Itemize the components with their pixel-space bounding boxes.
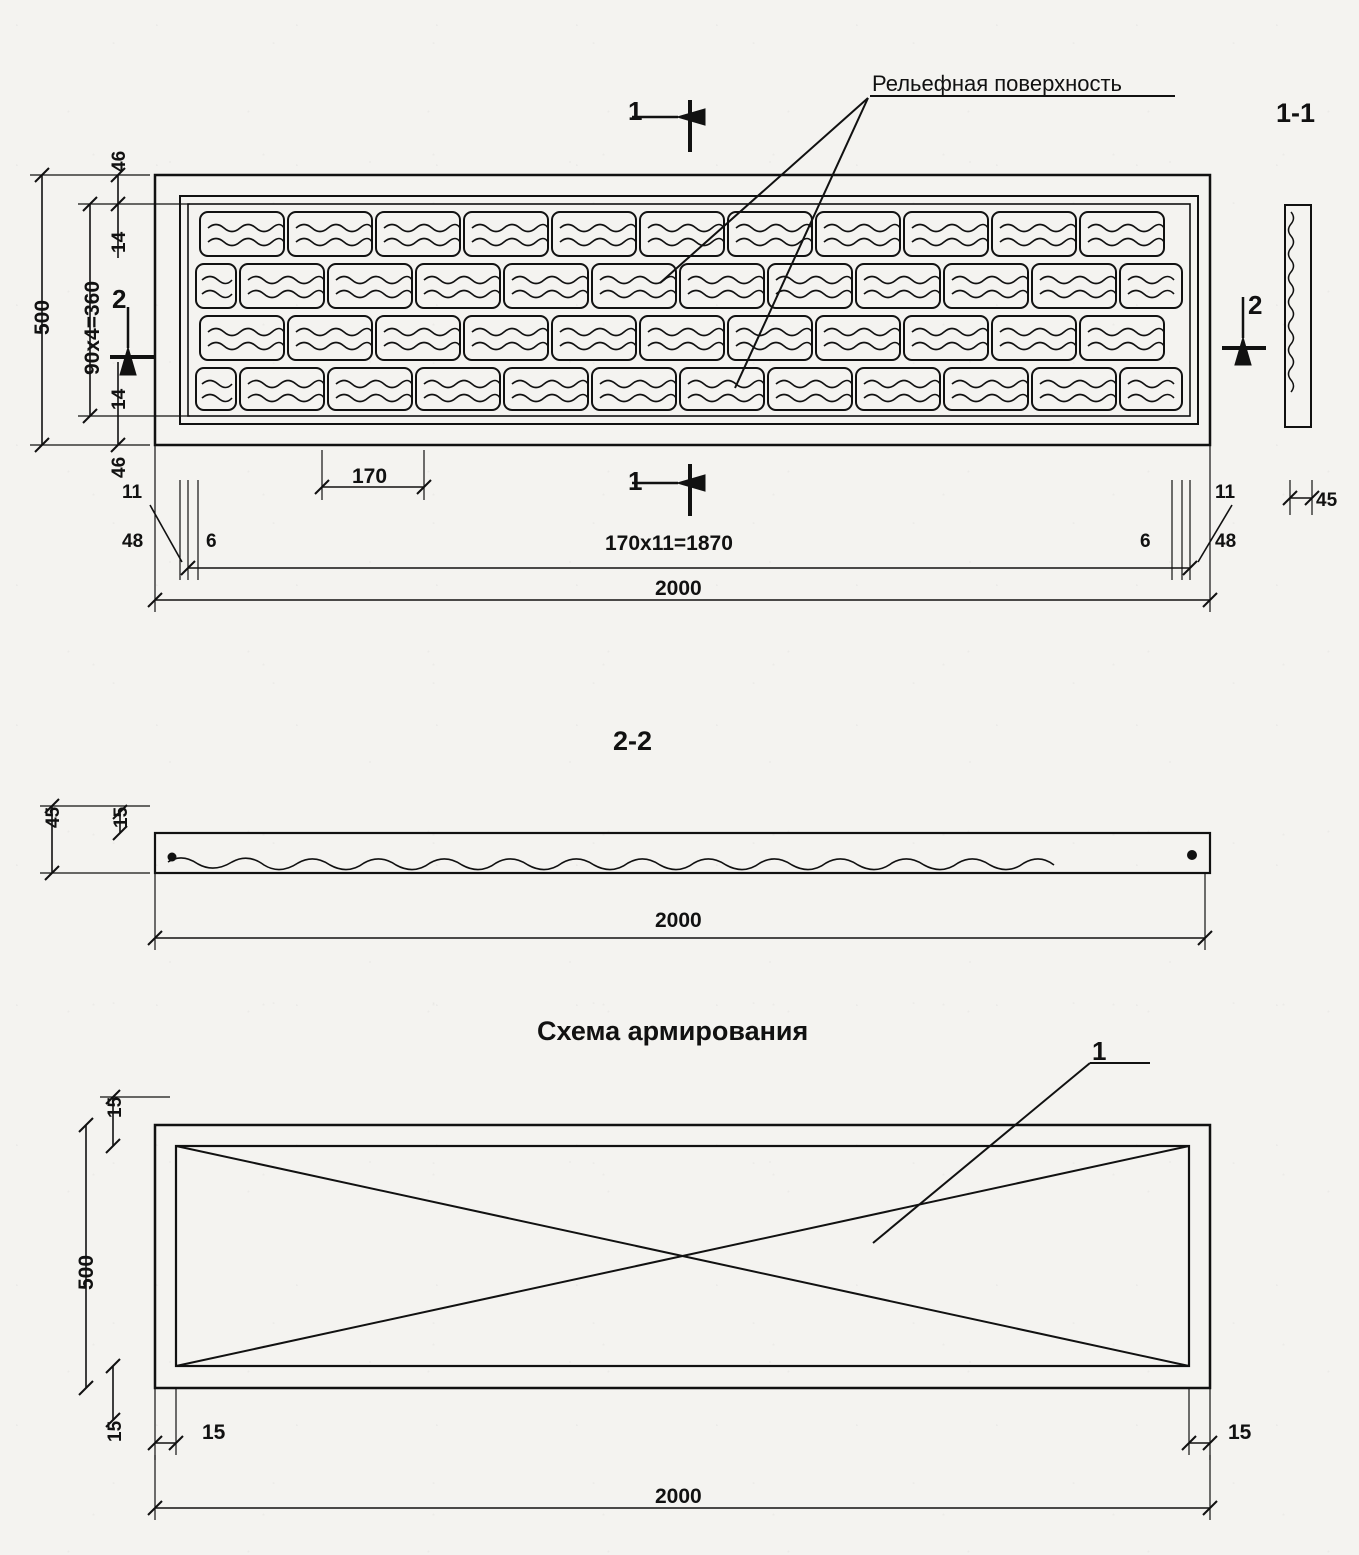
section-title-1-1: 1-1 [1276,98,1316,128]
dim-section-length-2000: 2000 [655,909,702,932]
dim-scheme-top-15: 15 [105,1096,126,1118]
section-mark-1-bottom: 1 [628,466,643,496]
dim-right-11: 11 [1215,482,1236,503]
dim-plan-edge-top-46: 46 [109,150,130,172]
dim-plan-height-500: 500 [31,299,54,335]
dim-module-chain: 170x11=1870 [605,532,733,555]
rebar-position-mark-1: 1 [1092,1036,1107,1066]
dim-scheme-bottom-15: 15 [105,1420,126,1442]
dim-scheme-height-500: 500 [75,1254,98,1290]
scheme-title: Схема армирования [537,1016,809,1046]
dim-scheme-length-2000: 2000 [655,1485,702,1508]
dim-plan-edge-bottom-46: 46 [109,456,130,478]
dim-scheme-left-15: 15 [202,1421,226,1444]
section-mark-1-top: 1 [628,96,643,126]
dim-left-11: 11 [122,482,143,503]
dim-scheme-right-15: 15 [1228,1421,1252,1444]
dim-section-thickness-45: 45 [43,806,64,828]
dim-plan-rows-chain: 90x4=360 [81,280,104,375]
dim-left-48: 48 [122,531,144,552]
section-mark-2-right: 2 [1248,290,1263,320]
section-title-2-2: 2-2 [613,726,653,756]
dim-plan-gap-bottom-14: 14 [109,388,130,410]
dim-section-layer-15: 15 [111,806,132,828]
dim-left-6: 6 [206,531,217,552]
dim-right-6: 6 [1140,531,1151,552]
dim-total-length-plan: 2000 [655,577,702,600]
section-mark-2-left: 2 [112,284,127,314]
dim-thickness-45-section11: 45 [1316,490,1338,511]
note-relief-surface: Рельефная поверхность [872,71,1122,96]
dim-right-48: 48 [1215,531,1237,552]
dim-module-170: 170 [352,465,388,488]
dim-plan-gap-top-14: 14 [109,231,130,253]
